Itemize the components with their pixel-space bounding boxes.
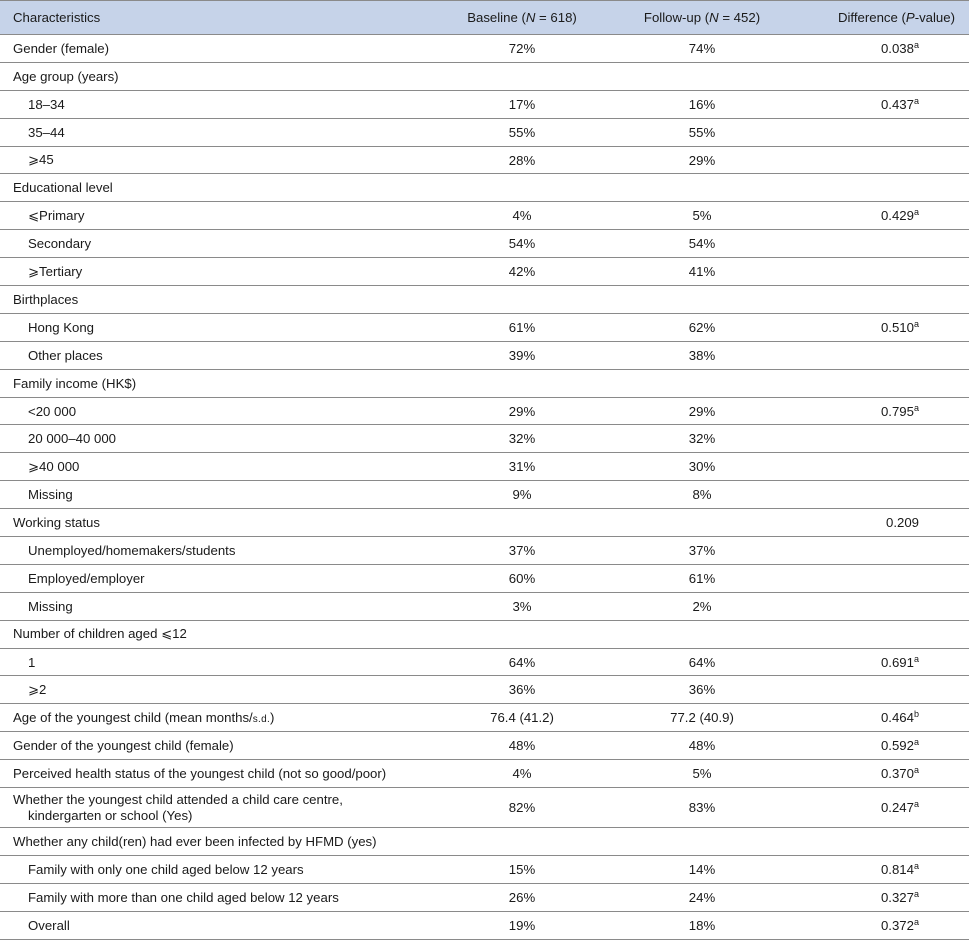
table-row bbox=[0, 202, 969, 230]
table-row bbox=[0, 676, 969, 704]
p-value bbox=[792, 341, 969, 369]
table-row bbox=[0, 481, 969, 509]
p-value-text: 0.437 bbox=[880, 96, 914, 112]
p-value-footnote-marker: a bbox=[913, 799, 919, 810]
row-label bbox=[0, 258, 432, 286]
row-label-text: Age group (years) bbox=[13, 68, 119, 84]
baseline-value: 76.4 (41.2) bbox=[432, 704, 612, 732]
baseline-value bbox=[432, 509, 612, 537]
baseline-value: 48% bbox=[432, 732, 612, 760]
baseline-value: 64% bbox=[432, 648, 612, 676]
followup-value bbox=[612, 828, 792, 856]
baseline-value: 28% bbox=[432, 146, 612, 174]
table-row bbox=[0, 855, 969, 883]
baseline-value: 3% bbox=[432, 592, 612, 620]
row-label-text: Family income (HK$) bbox=[13, 375, 137, 391]
p-value bbox=[792, 760, 969, 788]
row-label bbox=[0, 676, 432, 704]
row-label-smallcaps: s.d. bbox=[252, 714, 271, 726]
followup-value: 16% bbox=[612, 90, 792, 118]
row-label bbox=[0, 202, 432, 230]
baseline-value bbox=[432, 369, 612, 397]
p-value bbox=[792, 286, 969, 314]
table-row bbox=[0, 397, 969, 425]
p-value-footnote-marker: a bbox=[913, 95, 919, 106]
p-value bbox=[792, 425, 969, 453]
row-label bbox=[0, 341, 432, 369]
row-label-text: <20 000 bbox=[28, 403, 77, 419]
row-label-text: 20 000–40 000 bbox=[28, 431, 117, 447]
table-row bbox=[0, 118, 969, 146]
row-label bbox=[0, 828, 432, 856]
table-row bbox=[0, 704, 969, 732]
header-followup bbox=[612, 1, 792, 35]
followup-value: 29% bbox=[612, 397, 792, 425]
p-value-text: 0.209 bbox=[885, 515, 919, 531]
row-label-text: ⩾2 bbox=[28, 681, 47, 697]
p-value bbox=[792, 537, 969, 565]
p-value bbox=[792, 62, 969, 90]
table-row bbox=[0, 760, 969, 788]
row-label bbox=[0, 648, 432, 676]
baseline-value: 36% bbox=[432, 676, 612, 704]
followup-value bbox=[612, 620, 792, 648]
row-label-text: Family with more than one child aged below 12 years bbox=[28, 889, 339, 905]
baseline-value: 32% bbox=[432, 425, 612, 453]
baseline-value: 31% bbox=[432, 453, 612, 481]
baseline-value bbox=[432, 286, 612, 314]
table-row bbox=[0, 230, 969, 258]
baseline-value: 9% bbox=[432, 481, 612, 509]
row-label bbox=[0, 855, 432, 883]
row-label-text: Gender (female) bbox=[13, 40, 110, 56]
row-label-text: 1 bbox=[28, 654, 36, 670]
table-row bbox=[0, 313, 969, 341]
followup-value bbox=[612, 286, 792, 314]
row-label bbox=[0, 537, 432, 565]
row-label-text: Birthplaces bbox=[13, 291, 79, 307]
p-value bbox=[792, 648, 969, 676]
row-label bbox=[0, 481, 432, 509]
p-value bbox=[792, 704, 969, 732]
followup-value: 77.2 (40.9) bbox=[612, 704, 792, 732]
row-label bbox=[0, 788, 432, 828]
p-value bbox=[792, 855, 969, 883]
table-row bbox=[0, 286, 969, 314]
followup-value: 18% bbox=[612, 911, 792, 939]
row-label-text: Number of children aged ⩽12 bbox=[13, 626, 187, 642]
header-row bbox=[0, 1, 969, 35]
p-value bbox=[792, 481, 969, 509]
p-value bbox=[792, 788, 969, 828]
p-value-footnote-marker: a bbox=[913, 653, 919, 664]
row-label-text: Other places bbox=[28, 347, 103, 363]
row-label-text: Gender of the youngest child (female) bbox=[13, 738, 234, 754]
row-label bbox=[0, 620, 432, 648]
baseline-value: 15% bbox=[432, 855, 612, 883]
row-label bbox=[0, 592, 432, 620]
p-value bbox=[792, 620, 969, 648]
p-value-text: 0.038 bbox=[880, 40, 914, 56]
p-value bbox=[792, 564, 969, 592]
p-value-text: 0.429 bbox=[880, 208, 914, 224]
table-row bbox=[0, 146, 969, 174]
row-label bbox=[0, 564, 432, 592]
followup-value: 29% bbox=[612, 146, 792, 174]
row-label bbox=[0, 313, 432, 341]
row-label bbox=[0, 286, 432, 314]
row-label bbox=[0, 704, 432, 732]
baseline-value: 17% bbox=[432, 90, 612, 118]
header-followup-n: N bbox=[709, 10, 719, 25]
p-value-footnote-marker: a bbox=[913, 916, 919, 927]
table-row bbox=[0, 620, 969, 648]
p-value-footnote-marker: a bbox=[913, 318, 919, 329]
row-label-text: Secondary bbox=[28, 236, 92, 252]
p-value-text: 0.370 bbox=[880, 766, 914, 782]
followup-value: 32% bbox=[612, 425, 792, 453]
p-value-footnote-marker: a bbox=[913, 207, 919, 218]
baseline-value: 60% bbox=[432, 564, 612, 592]
p-value bbox=[792, 369, 969, 397]
followup-value bbox=[612, 62, 792, 90]
baseline-value: 19% bbox=[432, 911, 612, 939]
followup-value: 5% bbox=[612, 202, 792, 230]
p-value bbox=[792, 509, 969, 537]
table-row bbox=[0, 828, 969, 856]
row-label-text: Unemployed/homemakers/students bbox=[28, 542, 236, 558]
p-value bbox=[792, 35, 969, 63]
row-label-text: 35–44 bbox=[28, 124, 65, 140]
table-row bbox=[0, 732, 969, 760]
followup-value: 37% bbox=[612, 537, 792, 565]
table-header bbox=[0, 1, 969, 35]
row-label bbox=[0, 35, 432, 63]
p-value-text: 0.592 bbox=[880, 738, 914, 754]
p-value bbox=[792, 453, 969, 481]
p-value-footnote-marker: a bbox=[913, 888, 919, 899]
row-label bbox=[0, 732, 432, 760]
followup-value bbox=[612, 369, 792, 397]
p-value-text: 0.510 bbox=[880, 319, 914, 335]
baseline-value: 4% bbox=[432, 760, 612, 788]
followup-value bbox=[612, 174, 792, 202]
followup-value: 2% bbox=[612, 592, 792, 620]
header-baseline-prefix: Baseline ( bbox=[467, 10, 526, 25]
p-value-footnote-marker: a bbox=[913, 765, 919, 776]
followup-value: 61% bbox=[612, 564, 792, 592]
row-label-text: Hong Kong bbox=[28, 319, 94, 335]
table-row bbox=[0, 648, 969, 676]
row-label-tail: ) bbox=[270, 710, 275, 726]
table-row bbox=[0, 35, 969, 63]
p-value-footnote-marker: a bbox=[913, 402, 919, 413]
table-row bbox=[0, 883, 969, 911]
followup-value: 74% bbox=[612, 35, 792, 63]
p-value-footnote-marker: b bbox=[913, 709, 919, 720]
row-label bbox=[0, 118, 432, 146]
header-followup-suffix: = 452) bbox=[718, 10, 761, 25]
p-value bbox=[792, 146, 969, 174]
followup-value: 48% bbox=[612, 732, 792, 760]
p-value-text: 0.814 bbox=[880, 861, 914, 877]
table-row bbox=[0, 90, 969, 118]
p-value bbox=[792, 911, 969, 939]
followup-value: 30% bbox=[612, 453, 792, 481]
p-value-footnote-marker: a bbox=[913, 39, 919, 50]
row-label-text: Employed/employer bbox=[28, 570, 145, 586]
baseline-value bbox=[432, 62, 612, 90]
p-value bbox=[792, 883, 969, 911]
followup-value: 55% bbox=[612, 118, 792, 146]
header-baseline-suffix: = 618) bbox=[535, 10, 577, 25]
row-label-text: Age of the youngest child (mean months/ bbox=[13, 710, 253, 726]
p-value-text: 0.327 bbox=[880, 889, 914, 905]
header-baseline bbox=[432, 1, 612, 35]
baseline-value: 42% bbox=[432, 258, 612, 286]
row-label bbox=[0, 90, 432, 118]
p-value bbox=[792, 828, 969, 856]
baseline-value bbox=[432, 620, 612, 648]
table-row bbox=[0, 564, 969, 592]
followup-value: 64% bbox=[612, 648, 792, 676]
p-value bbox=[792, 258, 969, 286]
baseline-value: 54% bbox=[432, 230, 612, 258]
followup-value: 62% bbox=[612, 313, 792, 341]
table-row bbox=[0, 537, 969, 565]
p-value-text: 0.372 bbox=[880, 917, 914, 933]
row-label bbox=[0, 453, 432, 481]
p-value-text: 0.247 bbox=[880, 800, 914, 816]
row-label bbox=[0, 911, 432, 939]
row-label-text: ⩾Tertiary bbox=[28, 263, 83, 279]
row-label-text: Educational level bbox=[13, 180, 113, 196]
row-label bbox=[0, 883, 432, 911]
followup-value: 5% bbox=[612, 760, 792, 788]
p-value bbox=[792, 202, 969, 230]
baseline-value: 37% bbox=[432, 537, 612, 565]
p-value bbox=[792, 676, 969, 704]
header-difference-p: P bbox=[905, 10, 915, 25]
baseline-value: 61% bbox=[432, 313, 612, 341]
header-difference-prefix: Difference ( bbox=[837, 10, 906, 25]
p-value bbox=[792, 230, 969, 258]
table-row bbox=[0, 788, 969, 828]
followup-value: 54% bbox=[612, 230, 792, 258]
row-label bbox=[0, 397, 432, 425]
baseline-value: 82% bbox=[432, 788, 612, 828]
table-row bbox=[0, 592, 969, 620]
table-row bbox=[0, 425, 969, 453]
baseline-value bbox=[432, 828, 612, 856]
table-row bbox=[0, 911, 969, 939]
followup-value bbox=[612, 509, 792, 537]
p-value bbox=[792, 397, 969, 425]
p-value bbox=[792, 118, 969, 146]
followup-value: 41% bbox=[612, 258, 792, 286]
followup-value: 36% bbox=[612, 676, 792, 704]
header-difference-suffix: -value) bbox=[914, 10, 955, 25]
followup-value: 38% bbox=[612, 341, 792, 369]
followup-value: 24% bbox=[612, 883, 792, 911]
row-label-text: Missing bbox=[28, 598, 73, 614]
table-row bbox=[0, 62, 969, 90]
followup-value: 8% bbox=[612, 481, 792, 509]
p-value bbox=[792, 313, 969, 341]
row-label bbox=[0, 369, 432, 397]
p-value-text: 0.691 bbox=[880, 654, 914, 670]
row-label-text: Family with only one child aged below 12 years bbox=[28, 861, 304, 877]
baseline-value: 29% bbox=[432, 397, 612, 425]
p-value bbox=[792, 174, 969, 202]
p-value-text: 0.464 bbox=[880, 710, 914, 726]
baseline-value: 55% bbox=[432, 118, 612, 146]
row-label-text: ⩽Primary bbox=[28, 207, 85, 223]
row-label-text: 18–34 bbox=[28, 96, 65, 112]
followup-value: 14% bbox=[612, 855, 792, 883]
row-label bbox=[0, 146, 432, 174]
table-row bbox=[0, 509, 969, 537]
p-value-footnote-marker: a bbox=[913, 860, 919, 871]
row-label bbox=[0, 509, 432, 537]
row-label bbox=[0, 230, 432, 258]
baseline-value bbox=[432, 174, 612, 202]
row-label bbox=[0, 760, 432, 788]
table-row bbox=[0, 341, 969, 369]
baseline-value: 39% bbox=[432, 341, 612, 369]
baseline-value: 26% bbox=[432, 883, 612, 911]
row-label-text: ⩾45 bbox=[28, 152, 54, 167]
followup-value: 83% bbox=[612, 788, 792, 828]
row-label-text: Working status bbox=[13, 515, 100, 531]
table-row bbox=[0, 258, 969, 286]
header-characteristics: Characteristics bbox=[0, 1, 432, 35]
p-value bbox=[792, 90, 969, 118]
p-value-text: 0.795 bbox=[880, 403, 914, 419]
table-row bbox=[0, 369, 969, 397]
header-followup-prefix: Follow-up ( bbox=[643, 10, 710, 25]
row-label-text: Missing bbox=[28, 487, 73, 503]
row-label-text: Whether the youngest child attended a child care centre, bbox=[13, 791, 343, 807]
table-body bbox=[0, 35, 969, 940]
table-row bbox=[0, 174, 969, 202]
p-value-footnote-marker: a bbox=[913, 737, 919, 748]
baseline-value: 4% bbox=[432, 202, 612, 230]
baseline-value: 72% bbox=[432, 35, 612, 63]
row-label-continuation: kindergarten or school (Yes) bbox=[28, 807, 193, 823]
row-label bbox=[0, 174, 432, 202]
row-label-text: Perceived health status of the youngest child (not so good/poor) bbox=[13, 766, 387, 782]
p-value bbox=[792, 592, 969, 620]
row-label bbox=[0, 425, 432, 453]
header-difference bbox=[792, 1, 969, 35]
header-baseline-n: N bbox=[525, 10, 536, 25]
p-value bbox=[792, 732, 969, 760]
row-label-text: ⩾40 000 bbox=[28, 458, 80, 474]
table-row bbox=[0, 453, 969, 481]
row-label-text: Whether any child(ren) had ever been infected by HFMD (yes) bbox=[13, 833, 377, 849]
row-label-text: Overall bbox=[28, 917, 70, 933]
row-label bbox=[0, 62, 432, 90]
